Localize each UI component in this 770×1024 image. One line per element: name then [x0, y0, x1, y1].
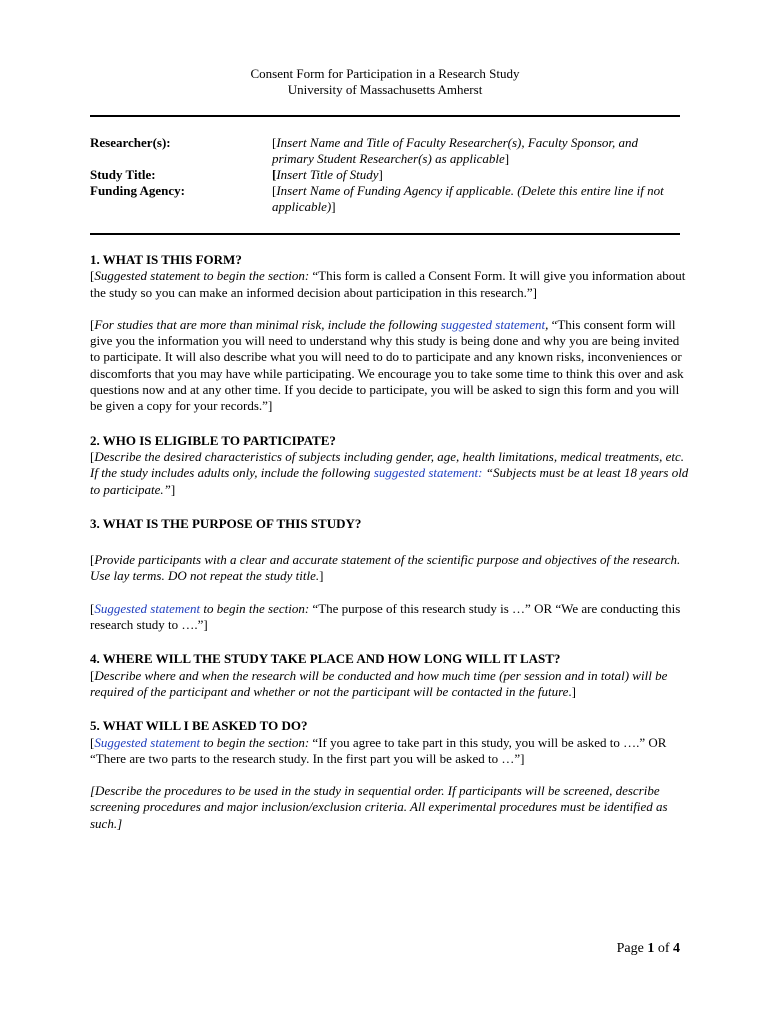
instruction-text: Suggested statement to begin the section: — [94, 268, 313, 284]
bracket-open: [ — [90, 734, 95, 750]
bracket-open: [ — [90, 667, 95, 683]
researcher-row — [90, 135, 690, 167]
meta-divider — [90, 233, 680, 235]
bracket-open: [ — [90, 552, 95, 568]
page-total: 4 — [673, 941, 680, 956]
page-label: Page — [616, 941, 648, 956]
suggested-text: “The purpose of this research study is …” OR “We are conducting this research study to ….”] — [90, 600, 681, 633]
instruction-text: to begin the section: — [200, 600, 313, 616]
document-body — [90, 252, 690, 832]
suggested-text: “This form is called a Consent Form. It will give you information about the study so you can make an informed decision about participation in this research.”] — [90, 268, 686, 300]
comma: , — [545, 316, 549, 332]
researcher-placeholder: Insert Name and Title of Faculty Researcher(s), Faculty Sponsor, and primary Student Researcher(s) as applicable — [272, 135, 639, 166]
instruction-text: Describe the desired characteristics of subjects including gender, age, health limitations, medical treatments, etc. If the study includes adults only, include the following — [90, 448, 685, 481]
study-title-value — [272, 167, 682, 183]
document-header — [0, 66, 770, 98]
institution-name: University of Massachusetts Amherst — [287, 82, 483, 97]
funding-value — [272, 183, 682, 215]
bracket-close: .] — [568, 683, 577, 699]
suggested-statement-link[interactable]: Suggested statement — [94, 600, 201, 616]
study-title-row — [90, 167, 690, 183]
researcher-label: Researcher(s): — [90, 135, 171, 150]
suggested-statement-link[interactable]: suggested statement: — [373, 465, 483, 481]
bracket-open: [ — [272, 135, 277, 150]
funding-placeholder: Insert Name of Funding Agency if applicable. (Delete this entire line if not applicable) — [272, 183, 664, 214]
section-paragraph — [90, 552, 690, 585]
section-paragraph — [90, 268, 690, 301]
bracket-open: [ — [90, 600, 95, 616]
bracket-open: [ — [90, 268, 95, 284]
instruction-text: Describe where and when the research will be conducted and how much time (per session and in total) will be required of the participant and whether or not the participant will be contacted in the future — [90, 667, 668, 699]
section-heading: 1. WHAT IS THIS FORM? — [90, 252, 242, 267]
suggested-statement-link[interactable]: suggested statement — [440, 316, 546, 332]
study-title-placeholder: Insert Title of Study — [276, 167, 379, 182]
section-purpose — [90, 516, 690, 633]
bracket-close: ] — [170, 481, 176, 497]
suggested-text: “Subjects must be at least 18 years old to participate.” — [90, 465, 689, 497]
section-heading: 5. WHAT WILL I BE ASKED TO DO? — [90, 718, 308, 734]
section-paragraph — [90, 317, 690, 415]
bracket-close: ] — [504, 151, 510, 166]
section-procedures — [90, 718, 690, 832]
bracket-close: ] — [319, 568, 324, 584]
section-paragraph: [Describe the procedures to be used in the study in sequential order. If participants will be screened, describe screening procedures and major inclusion/exclusion criteria. All experimental procedures must be identified as such.] — [90, 783, 668, 831]
section-paragraph — [90, 668, 690, 701]
instruction-text: to begin the section: — [200, 734, 313, 750]
section-heading: 2. WHO IS ELIGIBLE TO PARTICIPATE? — [90, 432, 336, 448]
section-heading: 4. WHERE WILL THE STUDY TAKE PLACE AND HOW LONG WILL IT LAST? — [90, 651, 561, 667]
section-eligibility — [90, 433, 690, 498]
page-footer — [617, 941, 680, 957]
study-title-label: Study Title: — [90, 167, 156, 182]
section-what-is-form — [90, 252, 690, 415]
section-heading: 3. WHAT IS THE PURPOSE OF THIS STUDY? — [90, 515, 362, 531]
bracket-open: [ — [90, 316, 95, 332]
bracket-close: ] — [378, 167, 383, 182]
funding-label: Funding Agency: — [90, 183, 185, 198]
funding-row — [90, 183, 690, 215]
study-meta — [90, 135, 690, 215]
page-number: 1 — [647, 941, 655, 956]
bracket-open: [ — [272, 183, 277, 198]
bracket-open: [ — [272, 167, 277, 182]
instruction-text: For studies that are more than minimal risk, include the following — [94, 316, 441, 332]
bracket-close: ] — [331, 199, 336, 214]
researcher-value — [272, 135, 682, 167]
document-title: Consent Form for Participation in a Research Study — [250, 66, 520, 81]
section-paragraph — [90, 601, 690, 634]
suggested-text: “This consent form will give you the information you will need to understand why this study is being done and why you are being invited to participate. It will also describe what you will need to do to participate and any known risks, inconveniences or discomforts that you may have while participating. We encourage you to take some time to think this over and ask questions now and at any other time. If you decide to participate, you will be asked to sign this form and you will be given a copy for your records.”] — [90, 316, 684, 414]
suggested-text: “If you agree to take part in this study, you will be asked to ….” OR “There are two parts to the research study. In the first part you will be asked to …”] — [90, 734, 667, 766]
section-paragraph — [90, 449, 690, 498]
section-paragraph — [90, 735, 690, 768]
header-divider — [90, 115, 680, 117]
bracket-open: [ — [90, 448, 95, 464]
section-location-duration — [90, 651, 690, 700]
page-of: of — [654, 941, 673, 956]
suggested-statement-link[interactable]: Suggested statement — [94, 734, 201, 750]
instruction-text: Provide participants with a clear and accurate statement of the scientific purpose and objectives of the research. Use lay terms. DO not repeat the study title. — [90, 552, 681, 584]
